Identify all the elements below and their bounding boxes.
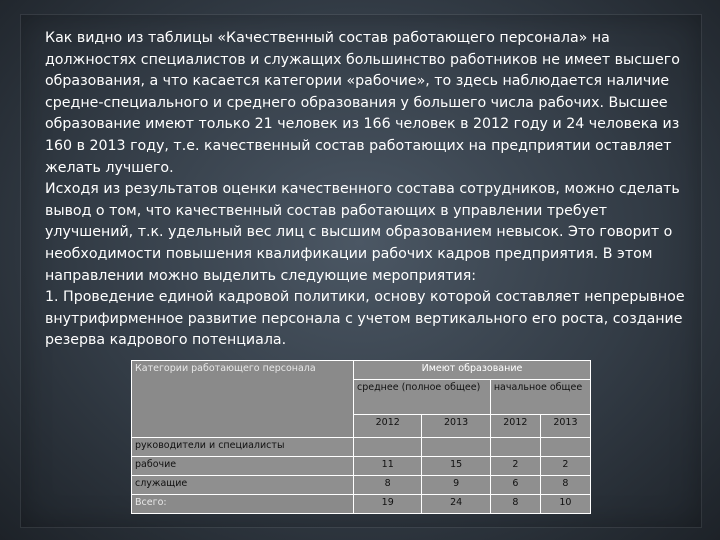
year-cell: 2012 xyxy=(490,415,540,438)
table-cell: 10 xyxy=(540,495,590,514)
table-row xyxy=(132,476,591,495)
table-row xyxy=(132,457,591,476)
row-label: служащие xyxy=(132,476,354,495)
table-cell: 8 xyxy=(540,476,590,495)
table-cell: 8 xyxy=(490,495,540,514)
corner-header: Категории работающего персонала xyxy=(132,361,354,438)
paragraph-1: Как видно из таблицы «Качественный состав работающего персонала» на должностях специалистов и служащих большинство работников не имеет высшего образования, а что касается категории «рабочие», то здесь наблюдается наличие средне-специального и среднего образования у большего числа рабочих. Высшее образование имеют только 21 человек из 166 человек в 2012 году и 24 человека из 160 в 2013 году, т.е. качественный состав работающих на предприятии оставляет желать лучшего. xyxy=(45,30,680,176)
table-cell: 2 xyxy=(540,457,590,476)
table-cell: 2 xyxy=(490,457,540,476)
table-cell: 11 xyxy=(354,457,422,476)
table-cell xyxy=(422,438,490,457)
table-cell: 15 xyxy=(422,457,490,476)
year-cell: 2012 xyxy=(354,415,422,438)
year-cell: 2013 xyxy=(540,415,590,438)
group-header: Имеют образование xyxy=(354,361,591,380)
subheader-secondary: среднее (полное общее) xyxy=(354,380,491,415)
year-cell: 2013 xyxy=(422,415,490,438)
table-cell: 19 xyxy=(354,495,422,514)
table-cell: 8 xyxy=(354,476,422,495)
table-cell xyxy=(490,438,540,457)
table-row xyxy=(132,495,591,514)
table-header-row xyxy=(132,361,591,380)
paragraph-2: Исходя из результатов оценки качественного состава сотрудников, можно сделать вывод о том, что качественный состав работающих в управлении требует улучшений, т.к. удельный вес лиц с высшим образованием невысок. Это говорит о необходимости повышения квалификации рабочих кадров предприятия. В этом направлении можно выделить следующие мероприятия: xyxy=(45,181,680,284)
subheader-primary: начальное общее xyxy=(490,380,590,415)
table-cell: 6 xyxy=(490,476,540,495)
body-text xyxy=(45,28,690,352)
table-cell xyxy=(540,438,590,457)
paragraph-3: 1. Проведение единой кадровой политики, основу которой составляет непрерывное внутрифирменное развитие персонала с учетом вертикального его роста, создание резерва кадрового потенциала. xyxy=(45,289,685,349)
table-cell xyxy=(354,438,422,457)
table-row xyxy=(132,438,591,457)
row-label: руководители и специалисты xyxy=(132,438,354,457)
row-label: Всего: xyxy=(132,495,354,514)
education-table xyxy=(131,360,591,514)
row-label: рабочие xyxy=(132,457,354,476)
table-cell: 9 xyxy=(422,476,490,495)
table-cell: 24 xyxy=(422,495,490,514)
